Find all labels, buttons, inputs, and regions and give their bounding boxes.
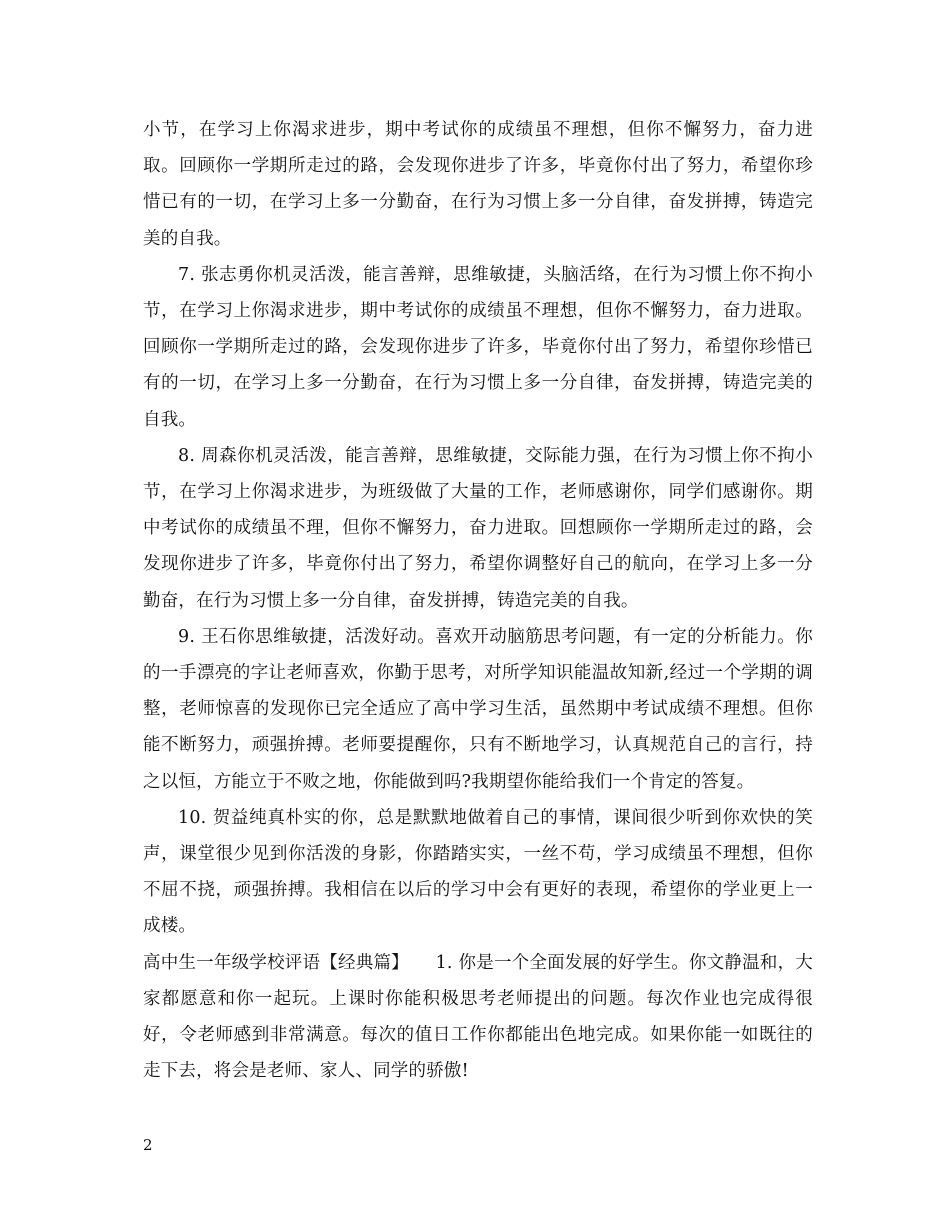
page-number: 2 xyxy=(143,1136,153,1154)
paragraph-continuation: 小节，在学习上你渴求进步，期中考试你的成绩虽不理想，但你不懈努力，奋力进取。回顾你一学期所走过的路，会发现你进步了许多，毕竟你付出了努力，希望你珍惜已有的一切，在学习上多一分勤奋，在行为习惯上多一分自律，奋发拼搏，铸造完美的自我。 xyxy=(143,120,813,249)
paragraph-item-8: 8. 周森你机灵活泼，能言善辩，思维敏捷，交际能力强，在行为习惯上你不拘小节，在学习上你渴求进步，为班级做了大量的工作，老师感谢你，同学们感谢你。期中考试你的成绩虽不理，但你不懈努力，奋力进取。回想顾你一学期所走过的路，会发现你进步了许多，毕竟你付出了努力，希望你调整好自己的航向，在学习上多一分勤奋，在行为习惯上多一分自律，奋发拼搏，铸造完美的自我。 xyxy=(143,445,813,611)
paragraph-item-7: 7. 张志勇你机灵活泼，能言善辩，思维敏捷，头脑活络，在行为习惯上你不拘小节，在学习上你渴求进步，期中考试你的成绩虽不理想，但你不懈努力，奋力进取。回顾你一学期所走过的路，会发现你进步了许多，毕竟你付出了努力，希望你珍惜已有的一切，在学习上多一分勤奋，在行为习惯上多一分自律，奋发拼搏，铸造完美的自我。 xyxy=(143,264,813,430)
document-body xyxy=(143,112,813,1089)
paragraph-item-9: 9. 王石你思维敏捷，活泼好动。喜欢开动脑筋思考问题，有一定的分析能力。你的一手漂亮的字让老师喜欢，你勤于思考，对所学知识能温故知新,经过一个学期的调整，老师惊喜的发现你已完全适应了高中学习生活，虽然期中考试成绩不理想。但你能不断努力，顽强拚搏。老师要提醒你，只有不断地学习，认真规范自己的言行，持之以恒，方能立于不败之地，你能做到吗?我期望你能给我们一个肯定的答复。 xyxy=(143,626,813,792)
paragraph-item-10: 10. 贺益纯真朴实的你，总是默默地做着自己的事情，课间很少听到你欢快的笑声，课堂很少见到你活泼的身影，你踏踏实实，一丝不苟，学习成绩虽不理想，但你不屈不挠，顽强拚搏。我相信在以后的学习中会有更好的表现，希望你的学业更上一成楼。 xyxy=(143,807,813,937)
paragraph-section-classic: 高中生一年级学校评语【经典篇】 1. 你是一个全面发展的好学生。你文静温和，大家都愿意和你一起玩。上课时你能积极思考老师提出的问题。每次作业也完成得很好，令老师感到非常满意。每次的值日工作你都能出色地完成。如果你能一如既往的走下去，将会是老师、家人、同学的骄傲! xyxy=(143,952,813,1082)
